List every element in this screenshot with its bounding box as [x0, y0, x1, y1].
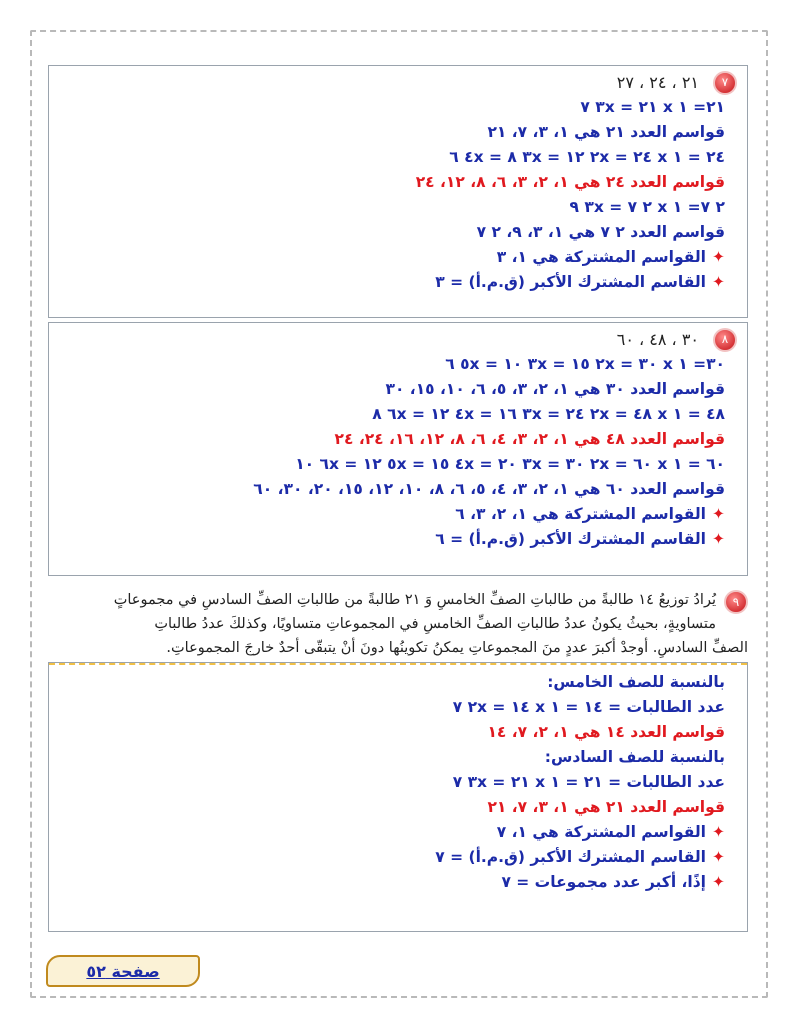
answer-line-text: عدد الطالبات = ٢١ = ١ x ٢١ = ٣x ٧ — [452, 773, 725, 791]
question-8-box — [48, 322, 748, 576]
answer-line — [49, 845, 747, 870]
question-7-line-text: القواسم المشتركة هي ١، ٣ — [496, 248, 706, 266]
question-8-header — [49, 327, 747, 352]
answer-box — [48, 662, 748, 932]
answer-line — [49, 870, 747, 895]
question-7-line-text: قواسم العدد ٢١ هي ١، ٣، ٧، ٢١ — [487, 123, 725, 141]
question-7-line-text: القاسم المشترك الأكبر (ق.م.أ) = ٣ — [435, 273, 706, 291]
answer-line-text: قواسم العدد ١٤ هي ١، ٢، ٧، ١٤ — [487, 723, 725, 741]
question-7-numbers: ٢١ ، ٢٤ ، ٢٧ — [616, 73, 699, 92]
question-8-badge: ٨ — [713, 328, 737, 352]
question-8-numbers: ٣٠ ، ٤٨ ، ٦٠ — [616, 330, 699, 349]
answer-line-text: بالنسبة للصف السادس: — [544, 748, 725, 766]
answer-line — [49, 820, 747, 845]
question-7-badge: ٧ — [713, 71, 737, 95]
question-7-box — [48, 65, 748, 318]
bullet-star-icon: ✦ — [712, 848, 725, 866]
question-8-line — [49, 377, 747, 402]
question-9-text-line: الصفِّ السادسِ. أوجدْ أكبرَ عددٍ منَ المجموعاتِ يمكنُ تكوينُها دونَ أنْ يتبقّى أحدٌ خارجَ المجموعاتِ. — [166, 640, 748, 656]
page-number-tab — [46, 955, 200, 987]
bullet-star-icon: ✦ — [712, 505, 725, 523]
question-8-line — [49, 477, 747, 502]
question-7-line-text: ٢ ٧= ١ x ٢ ٧ = ٣x ٩ — [569, 198, 725, 216]
question-8-line — [49, 527, 747, 552]
question-7-line — [49, 170, 747, 195]
question-9-text-line: متساويةٍ، بحيثُ يكونُ عددُ طالباتِ الصفِّ الخامسِ في المجموعاتِ متساويًا، وكذلكَ عددُ طالباتِ — [154, 616, 716, 632]
answer-line — [49, 745, 747, 770]
answer-line-text: عدد الطالبات = ١٤ = ١ x ١٤ = ٢x ٧ — [452, 698, 725, 716]
question-8-solution — [49, 352, 747, 552]
question-8-line — [49, 502, 747, 527]
question-8-line-text: القاسم المشترك الأكبر (ق.م.أ) = ٦ — [435, 530, 706, 548]
answer-solution — [49, 670, 747, 895]
answer-line — [49, 795, 747, 820]
question-7-line — [49, 220, 747, 245]
bullet-star-icon: ✦ — [712, 873, 725, 891]
question-7-line — [49, 145, 747, 170]
bullet-star-icon: ✦ — [712, 530, 725, 548]
question-7-line-text: قواسم العدد ٢ ٧ هي ١، ٣، ٩، ٢ ٧ — [476, 223, 725, 241]
question-8-line — [49, 352, 747, 377]
question-7-solution — [49, 95, 747, 295]
question-9-text-line: يُرادُ توزيعُ ١٤ طالبةً من طالباتِ الصفِّ الخامسِ وَ ٢١ طالبةً من طالباتِ الصفِّ السادسِ في مجموعاتٍ — [113, 592, 716, 608]
answer-line-text: بالنسبة للصف الخامس: — [547, 673, 725, 691]
bullet-star-icon: ✦ — [712, 823, 725, 841]
question-9-badge: ٩ — [724, 590, 748, 614]
answer-line-text: إذًا، أكبر عدد مجموعات = ٧ — [501, 873, 706, 891]
question-8-line-text: القواسم المشتركة هي ١، ٢، ٣، ٦ — [455, 505, 706, 523]
question-8-line — [49, 402, 747, 427]
answer-line — [49, 695, 747, 720]
question-7-header — [49, 70, 747, 95]
question-8-line — [49, 452, 747, 477]
question-7-line-text: قواسم العدد ٢٤ هي ١، ٢، ٣، ٦، ٨، ١٢، ٢٤ — [415, 173, 725, 191]
question-8-line — [49, 427, 747, 452]
question-7-line — [49, 270, 747, 295]
question-8-line-text: قواسم العدد ٣٠ هي ١، ٢، ٣، ٥، ٦، ١٠، ١٥، ٣٠ — [385, 380, 725, 398]
question-9-text — [48, 588, 748, 660]
question-7-line — [49, 245, 747, 270]
answer-line — [49, 670, 747, 695]
question-7-line-text: ٢١= ١ x ٢١ = ٣x ٧ — [580, 98, 725, 116]
question-8-line-text: قواسم العدد ٤٨ هي ١، ٢، ٣، ٤، ٦، ٨، ١٢، ١٦، ٢٤، ٢٤ — [334, 430, 725, 448]
question-8-line-text: قواسم العدد ٦٠ هي ١، ٢، ٣، ٤، ٥، ٦، ٨، ١٠، ١٢، ١٥، ٢٠، ٣٠، ٦٠ — [253, 480, 725, 498]
answer-line-text: القواسم المشتركة هي ١، ٧ — [496, 823, 706, 841]
question-7-line-text: ٢٤ = ١ x ٢٤ = ٢x ١٢ = ٣x ٨ = ٤x ٦ — [449, 148, 725, 166]
question-8-line-text: ٤٨ = ١ x ٤٨ = ٢x ٢٤ = ٣x ١٦ = ٤x ١٢ = ٦x ٨ — [372, 405, 725, 423]
question-7-line — [49, 120, 747, 145]
answer-box-divider — [49, 663, 747, 668]
question-7-line — [49, 195, 747, 220]
bullet-star-icon: ✦ — [712, 248, 725, 266]
question-7-line — [49, 95, 747, 120]
answer-line-text: القاسم المشترك الأكبر (ق.م.أ) = ٧ — [435, 848, 706, 866]
answer-line — [49, 720, 747, 745]
question-9-statement — [48, 588, 748, 660]
bullet-star-icon: ✦ — [712, 273, 725, 291]
answer-line-text: قواسم العدد ٢١ هي ١، ٣، ٧، ٢١ — [487, 798, 725, 816]
question-8-line-text: ٦٠ = ١ x ٦٠ = ٢x ٣٠ = ٣x ٢٠ = ٤x ١٥ = ٥x ١٢ = ٦x ١٠ — [295, 455, 725, 473]
answer-line — [49, 770, 747, 795]
question-8-line-text: ٣٠= ١ x ٣٠ = ٢x ١٥ = ٣x ١٠ = ٥x ٦ — [445, 355, 725, 373]
page-number-label: صفحة ٥٢ — [86, 961, 160, 981]
